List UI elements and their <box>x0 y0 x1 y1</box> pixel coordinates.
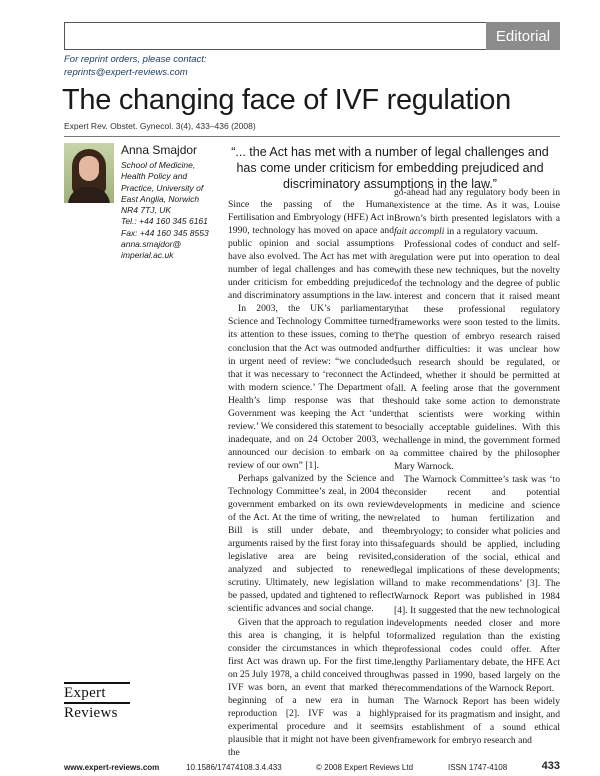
body-column-1 <box>228 198 394 759</box>
body-column-2 <box>394 186 560 747</box>
author-photo <box>64 143 114 203</box>
logo-line: Expert <box>64 685 106 701</box>
affiliation-line: Health Policy and <box>121 171 188 182</box>
affiliation-line: Practice, University of <box>121 182 204 193</box>
affiliation-line: NR4 7TJ, UK <box>121 205 172 216</box>
paragraph: The Warnock Committee’s task was ‘to consider recent and potential developments in medicine and science related to human fertilization and embryology; to consider what policies and safeguards should be applied, including consideration of the social, ethical and legal implications of these developments; and to make recommendations’ [3]. The Warnock Report was published in 1984 [4]. It suggested that the new technological developments needed closer and more formalized regulation than the existing professional codes could offer. After lengthy Parliamentary debate, the HFE Act was passed in 1990, based largely on the recommendations of the Warnock Report. <box>394 474 560 694</box>
publisher-logo <box>64 682 130 722</box>
affiliation-line: East Anglia, Norwich <box>121 193 200 204</box>
footer-copyright: © 2008 Expert Reviews Ltd <box>316 763 414 772</box>
pull-quote: “... the Act has met with a number of legal challenges and has come under criticism for embedding prejudiced and discriminatory assumptions in the law.” <box>231 145 549 191</box>
author-fax: Fax: +44 160 345 8553 <box>121 227 209 238</box>
paragraph: Since the passing of the Human Fertilisation and Embryology (HFE) Act in 1990, technology has moved on apace and public opinion and social assumptions have also evolved. The Act has met with a number of legal challenges and has come under criticism for embedding prejudiced and discriminatory assumptions in the law. <box>228 199 394 302</box>
paragraph: go-ahead had any regulatory body been in existence at the time. As it was, Louise Brown’s birth presented legislators with a fait accompli in a regulatory vacuum. <box>394 187 560 238</box>
paragraph: Given that the approach to regulation in this area is changing, it is helpful to consider the circumstances in which the first Act was drawn up. For the first time, on 25 July 1978, a child conceived through IVF was born, an event that marked the beginning of a new era in human reproduction [2]. IVF was a highly experimental procedure and it seems plausible that it might not have been given the <box>228 616 394 758</box>
reprint-notice <box>64 53 207 79</box>
reprint-line: For reprint orders, please contact: <box>64 54 207 65</box>
logo-line: Reviews <box>64 705 118 721</box>
paragraph: In 2003, the UK’s parliamentary Science and Technology Committee turned its attention to these issues, coming to the conclusion that the Act was outmoded and in urgent need of review: “we concluded that it was necessary to ‘reconnect the Act with modern science.’ The Department of Health’s limp response was that the Government was keeping the Act ‘under review.’ We considered this statement to be inadequate, and on 24 October 2003, we announced our decision to embark on a review of our own” [1]. <box>228 303 394 471</box>
reprint-email[interactable]: reprints@expert-reviews.com <box>64 67 188 78</box>
article-title: The changing face of IVF regulation <box>62 84 511 116</box>
author-affiliation <box>121 160 221 262</box>
affiliation-line: School of Medicine, <box>121 160 196 170</box>
author-block <box>121 143 221 262</box>
footer-issn: ISSN 1747-4108 <box>448 763 508 772</box>
article-citation: Expert Rev. Obstet. Gynecol. 3(4), 433–436 (2008) <box>64 121 256 131</box>
paragraph: Professional codes of conduct and self-regulation were put into operation to deal with these new techniques, but the novelty of the technology and the degree of public interest and concern that it raised meant that these professional regulatory frameworks were soon tested to the limits. The question of embryo research raised further difficulties: it was unclear how such research should be regulated, or indeed, whether it should be permitted at all. A feeling arose that the government should take some action to demonstrate that scientists were working within socially acceptable guidelines. With this challenge in mind, the government formed a committee chaired by the philosopher Mary Warnock. <box>394 239 560 472</box>
author-tel: Tel.: +44 160 345 6161 <box>121 216 208 227</box>
footer-website[interactable]: www.expert-reviews.com <box>64 763 160 772</box>
author-email-domain[interactable]: imperial.ac.uk <box>121 250 174 261</box>
author-email[interactable]: anna.smajdor@ <box>121 239 182 250</box>
paragraph: The Warnock Report has been widely praised for its pragmatism and insight, and its establishment of a sound ethical framework for embryo research and <box>394 695 560 746</box>
divider <box>64 136 560 137</box>
page-number: 433 <box>541 760 560 772</box>
footer-doi: 10.1586/17474108.3.4.433 <box>186 763 282 772</box>
section-tab: Editorial <box>486 22 560 50</box>
paragraph: Perhaps galvanized by the Science and Technology Committee’s zeal, in 2004 the government embarked on its own review of the Act. At the time of writing, the new Bill is still under debate, and the arguments raised by the first foray into this legislative area are being revisited, analyzed and subjected to renewed scrutiny. Ultimately, new legislation will be passed, updated and tightened to reflect scientific advances and social change. <box>228 472 394 615</box>
author-name: Anna Smajdor <box>121 143 198 157</box>
